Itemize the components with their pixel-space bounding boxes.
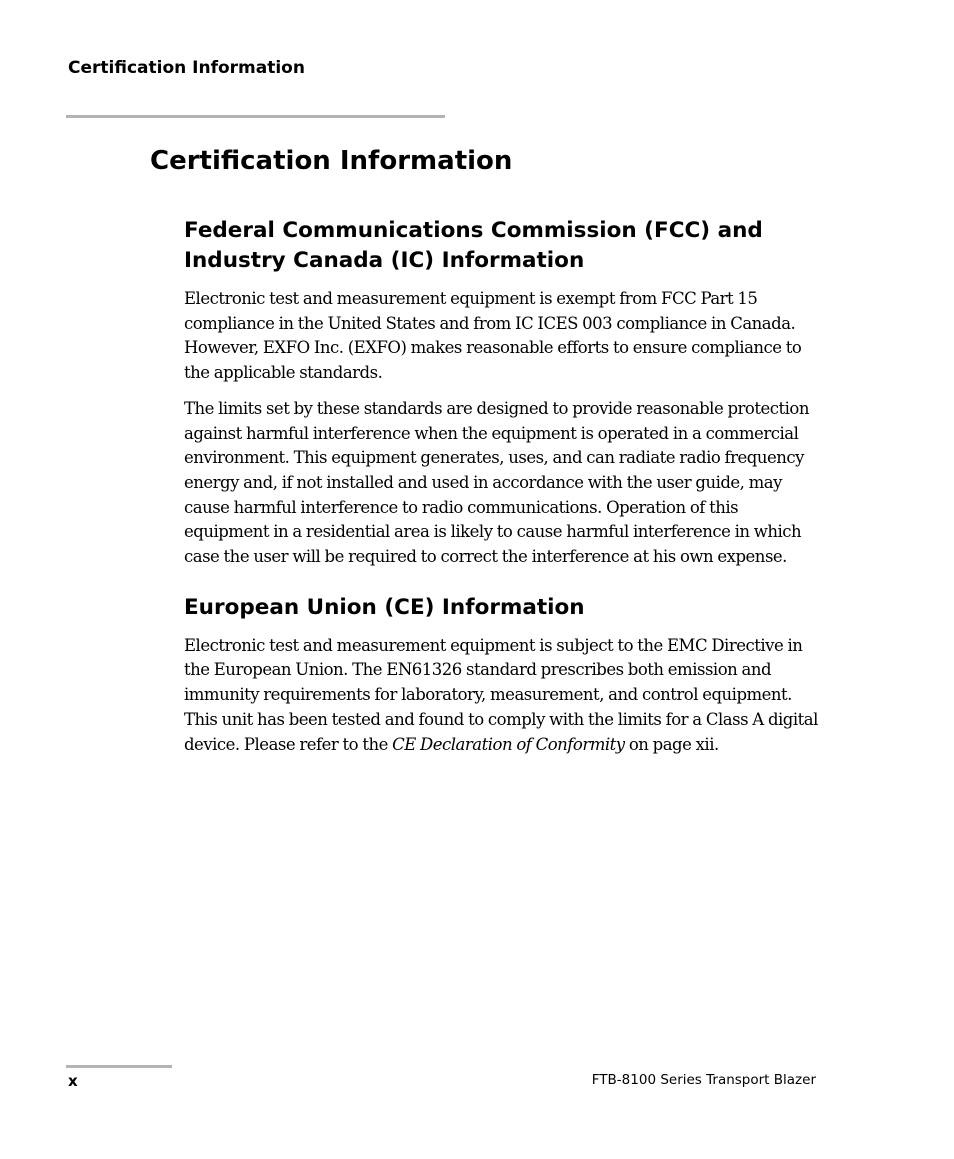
paragraph-fcc-exemption: Electronic test and measurement equipment is exempt from FCC Part 15 compliance in the United States and from IC ICES 003 compliance in Canada. However, EXFO Inc. (EXFO) makes reasonable efforts to ensure compliance to the applicable standards. xyxy=(184,289,802,383)
page-number: x xyxy=(68,1072,78,1090)
paragraph-ce-emc xyxy=(184,634,824,758)
chapter-title: Certification Information xyxy=(150,146,513,176)
paragraph-fcc-limits: The limits set by these standards are designed to provide reasonable protection against harmful interference when the equipment is operated in a commercial environment. This equipment generates, uses, and can radiate radio frequency energy and, if not installed and used in accordance with the user guide, may cause harmful interference to radio communications. Operation of this equipment in a residential area is likely to cause harmful interference in which case the user will be required to correct the interference at his own expense. xyxy=(184,398,809,567)
page-content xyxy=(184,216,824,757)
paragraph-ce-text: Electronic test and measurement equipment is subject to the EMC Directive in the European Union. The EN61326 standard prescribes both emission and immunity requirements for laboratory, measurement, and control equipment. This unit has been tested and found to comply with the limits for a Class A digital device. Please refer to the xyxy=(184,635,818,754)
header-rule xyxy=(66,115,445,118)
running-header: Certification Information xyxy=(68,58,305,78)
section-heading-fcc-ic: Federal Communications Commission (FCC) and Industry Canada (IC) Information xyxy=(184,218,763,273)
footer-document-title: FTB-8100 Series Transport Blazer xyxy=(591,1072,816,1088)
paragraph-ce-page-ref: on page xii. xyxy=(624,734,719,754)
ce-declaration-link[interactable]: CE Declaration of Conformity xyxy=(392,734,625,754)
section-heading-ce: European Union (CE) Information xyxy=(184,594,585,620)
footer-rule xyxy=(66,1065,172,1068)
